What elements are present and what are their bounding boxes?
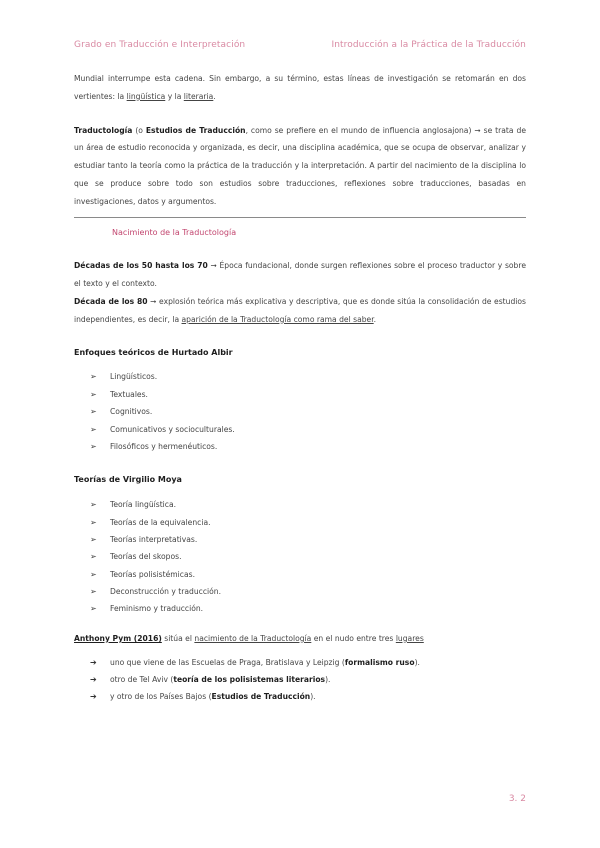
arrowhead-bullet-icon: ➢ [90,569,97,579]
arrowhead-bullet-icon: ➢ [90,389,97,399]
list-item: ➢ Feminismo y traducción. [74,600,526,617]
arrowhead-bullet-icon: ➢ [90,587,97,597]
list-places [74,654,526,706]
term-traductologia: Traductología [74,125,133,135]
arrowhead-bullet-icon: ➢ [90,424,97,434]
arrowhead-bullet-icon: ➢ [90,441,97,451]
arrowhead-bullet-icon: ➢ [90,534,97,544]
author-pym: Anthony Pym (2016) [74,633,162,643]
arrowhead-bullet-icon: ➢ [90,517,97,527]
list-item: ➢ Comunicativos y socioculturales. [74,421,526,438]
list-item: ➢ Teorías de la equivalencia. [74,514,526,531]
list-item: ➢ Teorías interpretativas. [74,531,526,548]
arrowhead-bullet-icon: ➢ [90,552,97,562]
heading-hurtado: Enfoques teóricos de Hurtado Albir [74,347,233,357]
list-item: ➢ Lingüísticos. [74,368,526,385]
heading-moya: Teorías de Virgilio Moya [74,475,182,485]
link-aparicion: aparición de la Traductología como rama del saber [181,314,374,324]
list-item: ➢ Filosóficos y hermenéuticos. [74,438,526,455]
list-item: ➔ uno que viene de las Escuelas de Praga, Bratislava y Leipzig (formalismo ruso). [74,654,526,671]
link-literaria: literaria [183,91,214,101]
arrowhead-bullet-icon: ➢ [90,500,97,510]
list-item: ➢ Teoría lingüística. [74,496,526,513]
arrow-bullet-icon: ➔ [90,657,97,667]
list-item: ➔ otro de Tel Aviv (teoría de los polisistemas literarios). [74,671,526,688]
page-number: 3. 2 [508,794,526,804]
decade-50-70: Décadas de los 50 hasta los 70 ➞ Época fundacional, donde surgen reflexiones sobre el proceso traductor y sobre el texto y el contexto. [74,261,527,289]
list-item: ➔ y otro de los Países Bajos (Estudios de Traducción). [74,688,526,705]
arrowhead-bullet-icon: ➢ [90,604,97,614]
list-item: ➢ Teorías del skopos. [74,548,526,565]
link-linguistica: lingüística [126,91,166,101]
list-hurtado [74,368,526,455]
list-item: ➢ Teorías polisistémicas. [74,566,526,583]
arrowhead-bullet-icon: ➢ [90,372,97,382]
link-nacimiento: nacimiento de la Traductología [194,633,312,643]
link-lugares: lugares [395,633,424,643]
definition-paragraph: Traductología (o Estudios de Traducción, como se prefiere en el mundo de influencia anglosajona) ➞ se trata de un área de estudio reconocida y organizada, es decir, una disciplina académica, que se ocupa de observar, analizar y estudiar tanto la teoría como la práctica de la traducción y la interpretación. A partir del nacimiento de la disciplina lo que se produce sobre todo son estudios sobre traducciones, reflexiones sobre traducciones, basadas en investigaciones, datos y argumentos. [74,125,526,206]
header-subject: Introducción a la Práctica de la Traducción [331,40,526,50]
page-content [74,70,526,706]
section-title: Nacimiento de la Traductología [112,227,237,237]
list-item: ➢ Cognitivos. [74,403,526,420]
term-estudios: Estudios de Traducción [145,125,246,135]
list-item: ➢ Textuales. [74,386,526,403]
arrow-bullet-icon: ➔ [90,675,97,685]
header-course: Grado en Traducción e Interpretación [74,40,246,50]
decade-80: Década de los 80 ➞ explosión teórica más explicativa y descriptiva, que es donde sitúa la consolidación de estudios independientes, es decir, la aparición de la Traductología como rama del saber. [74,296,526,324]
arrow-bullet-icon: ➔ [90,692,97,702]
divider [74,217,526,218]
list-moya [74,496,526,618]
arrowhead-bullet-icon: ➢ [90,407,97,417]
list-item: ➢ Deconstrucción y traducción. [74,583,526,600]
intro-paragraph: Mundial interrumpe esta cadena. Sin embargo, a su término, estas líneas de investigación se retomarán en dos vertientes: la lingüística y la literaria. [74,74,526,101]
pym-paragraph: Anthony Pym (2016) sitúa el nacimiento de la Traductología en el nudo entre tres lugares [74,633,424,643]
